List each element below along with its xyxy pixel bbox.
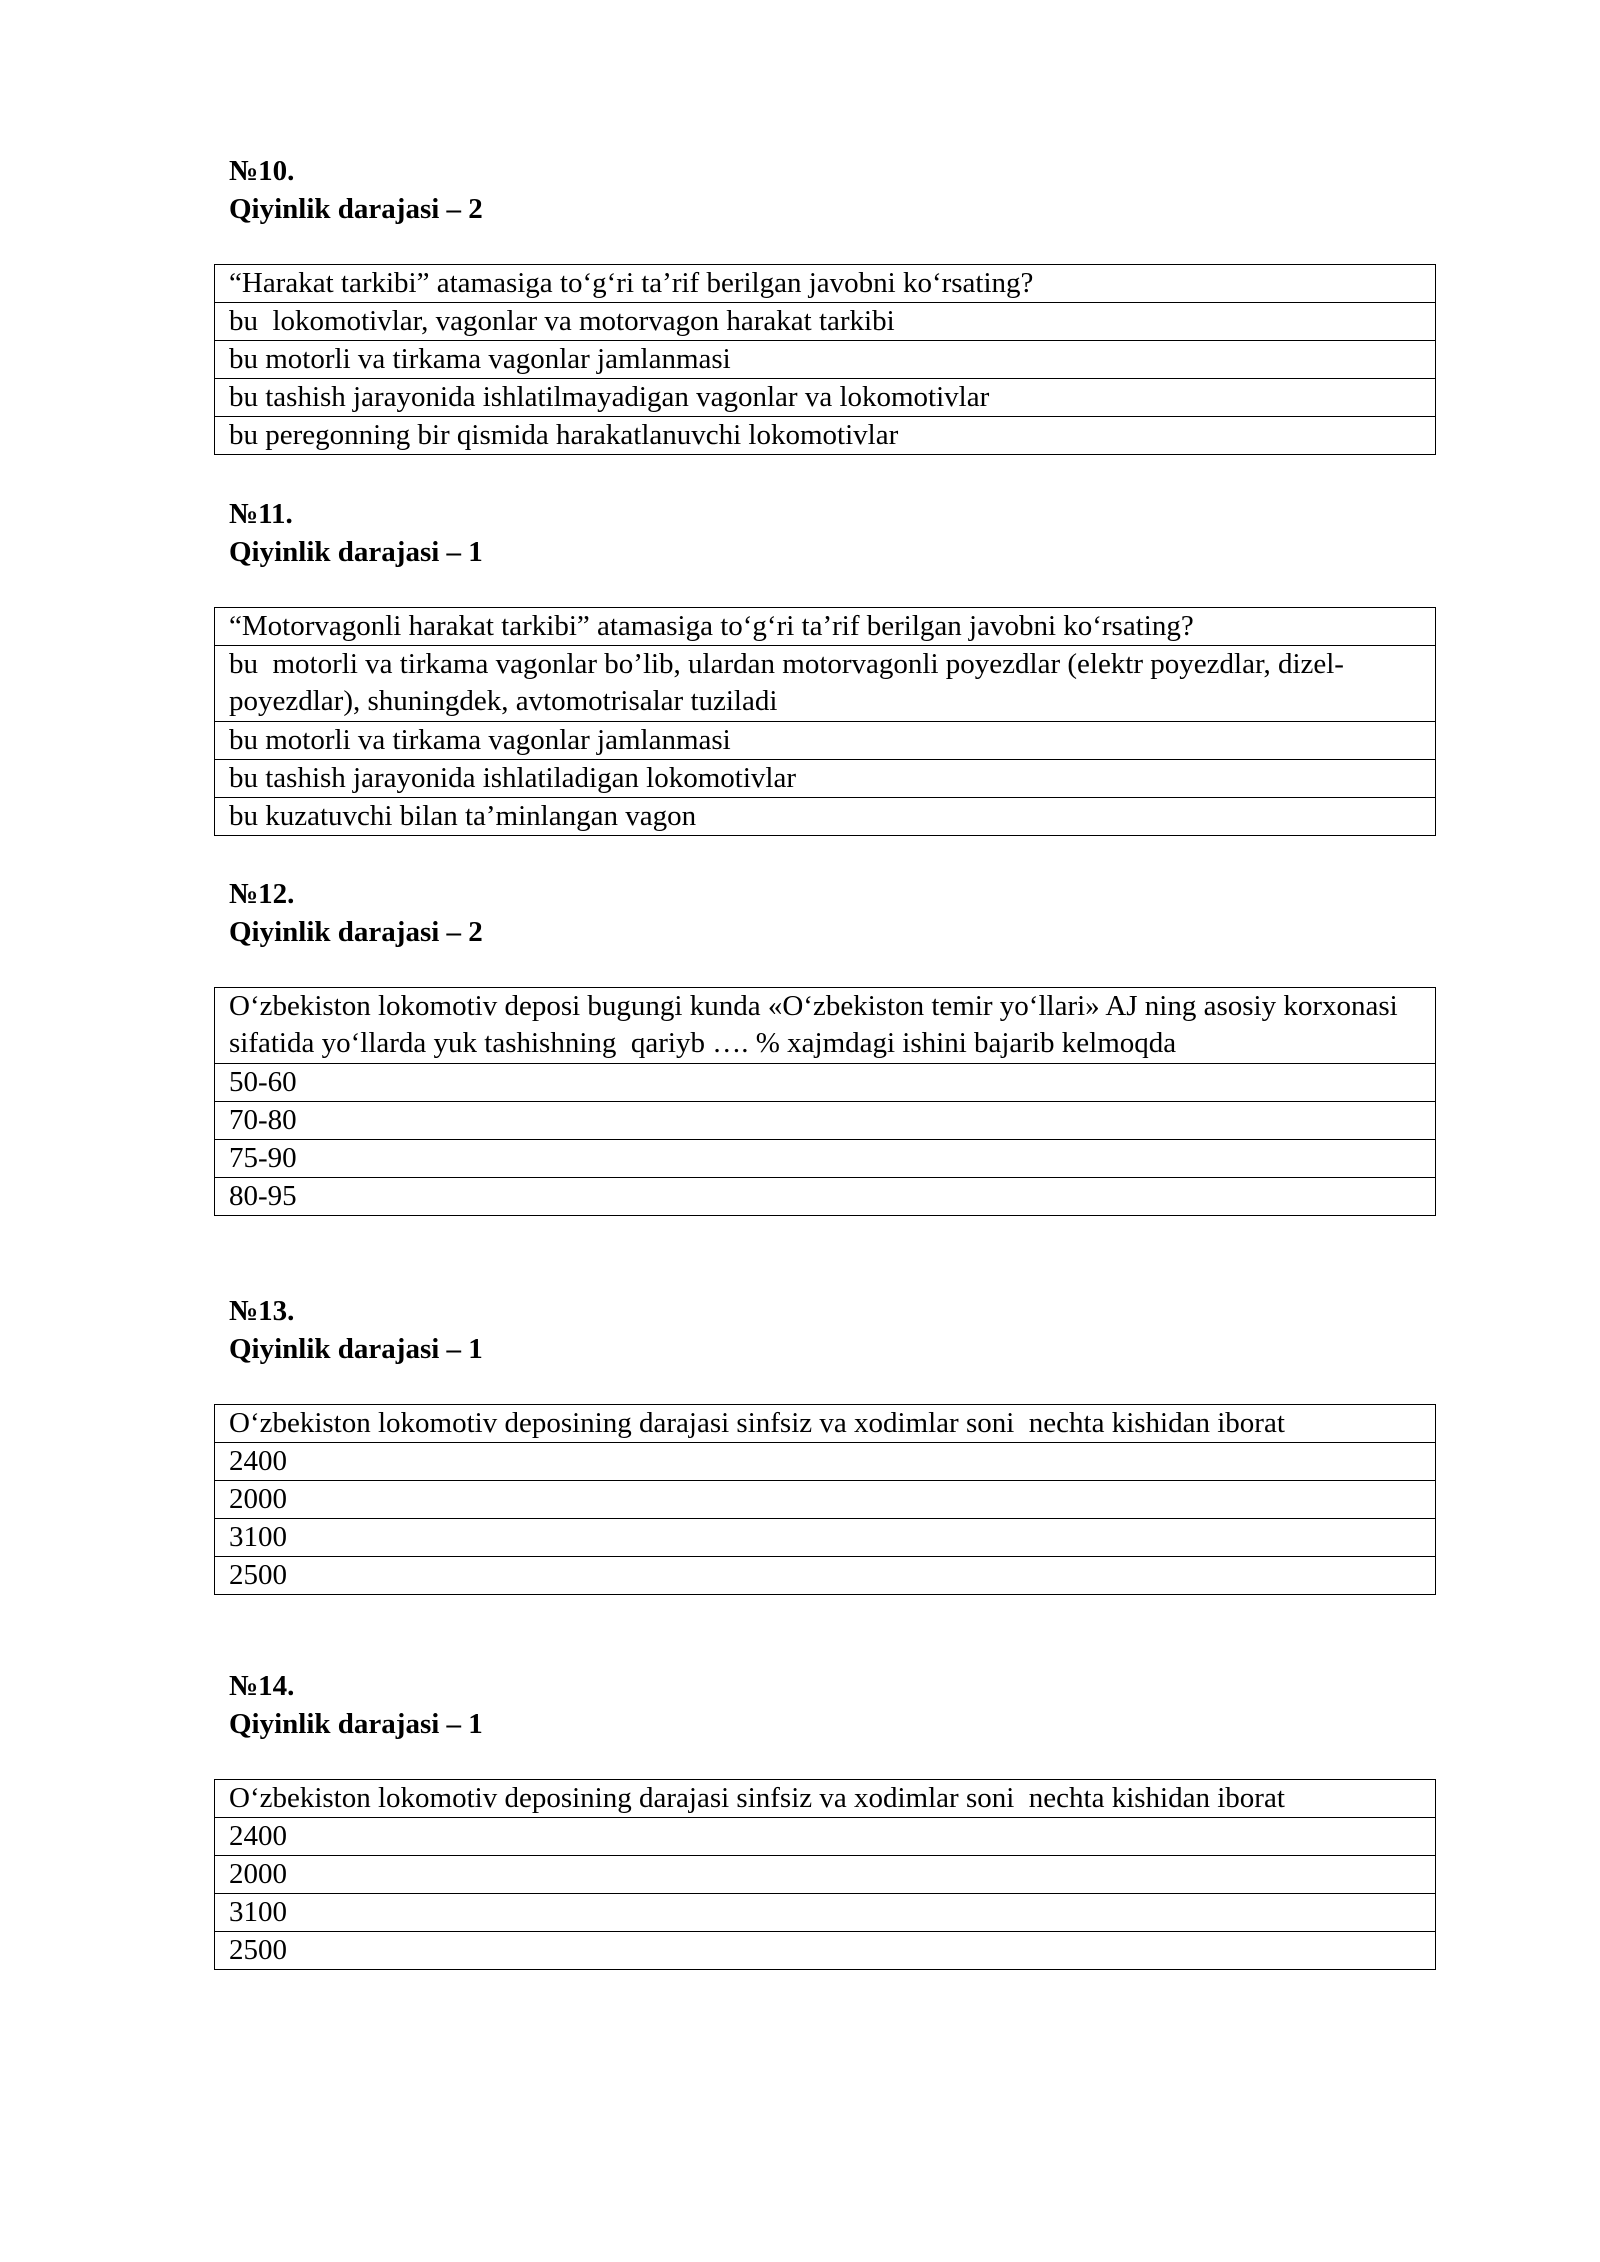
question-row — [215, 988, 1436, 1064]
option-row — [215, 379, 1436, 417]
answer-option: bu motorli va tirkama vagonlar jamlanmasi — [215, 722, 1436, 760]
question-text: “Harakat tarkibi” atamasiga to‘g‘ri ta’rif berilgan javobni ko‘rsating? — [215, 265, 1436, 303]
question-number: №14. — [229, 1670, 295, 1702]
answer-option: 3100 — [215, 1894, 1436, 1932]
question-row — [215, 265, 1436, 303]
question-table — [214, 1779, 1436, 1970]
question-table — [214, 607, 1436, 836]
question-number: №10. — [229, 155, 295, 187]
answer-option: 80-95 — [215, 1178, 1436, 1216]
option-row — [215, 1443, 1436, 1481]
option-row — [215, 341, 1436, 379]
question-number: №13. — [229, 1295, 295, 1327]
option-row — [215, 1894, 1436, 1932]
answer-option: bu tashish jarayonida ishlatiladigan lokomotivlar — [215, 760, 1436, 798]
option-row — [215, 1140, 1436, 1178]
option-row — [215, 1557, 1436, 1595]
answer-option: 2000 — [215, 1856, 1436, 1894]
difficulty-level: Qiyinlik darajasi – 2 — [229, 916, 483, 948]
answer-option: 2000 — [215, 1481, 1436, 1519]
answer-option: 50-60 — [215, 1064, 1436, 1102]
question-number: №11. — [229, 498, 293, 530]
answer-option: bu motorli va tirkama vagonlar bo’lib, ulardan motorvagonli poyezdlar (elektr poyezdlar, dizel-poyezdlar), shuningdek, avtomotrisalar tuziladi — [215, 646, 1436, 722]
answer-option: bu kuzatuvchi bilan ta’minlangan vagon — [215, 798, 1436, 836]
question-table — [214, 987, 1436, 1216]
option-row — [215, 1856, 1436, 1894]
question-row — [215, 1780, 1436, 1818]
option-row — [215, 798, 1436, 836]
difficulty-level: Qiyinlik darajasi – 1 — [229, 1708, 483, 1740]
difficulty-level: Qiyinlik darajasi – 2 — [229, 193, 483, 225]
option-row — [215, 1932, 1436, 1970]
answer-option: 75-90 — [215, 1140, 1436, 1178]
option-row — [215, 303, 1436, 341]
question-text: O‘zbekiston lokomotiv deposining darajasi sinfsiz va xodimlar soni nechta kishidan iborat — [215, 1405, 1436, 1443]
answer-option: bu lokomotivlar, vagonlar va motorvagon harakat tarkibi — [215, 303, 1436, 341]
option-row — [215, 1818, 1436, 1856]
answer-option: 70-80 — [215, 1102, 1436, 1140]
option-row — [215, 1519, 1436, 1557]
answer-option: 2500 — [215, 1932, 1436, 1970]
answer-option: bu motorli va tirkama vagonlar jamlanmasi — [215, 341, 1436, 379]
difficulty-level: Qiyinlik darajasi – 1 — [229, 1333, 483, 1365]
option-row — [215, 1481, 1436, 1519]
option-row — [215, 1102, 1436, 1140]
question-text: O‘zbekiston lokomotiv deposining darajasi sinfsiz va xodimlar soni nechta kishidan iborat — [215, 1780, 1436, 1818]
question-text: O‘zbekiston lokomotiv deposi bugungi kunda «O‘zbekiston temir yo‘llari» AJ ning asosiy korxonasi sifatida yo‘llarda yuk tashishning qariyb …. % xajmdagi ishini bajarib kelmoqda — [215, 988, 1436, 1064]
answer-option: bu peregonning bir qismida harakatlanuvchi lokomotivlar — [215, 417, 1436, 455]
option-row — [215, 646, 1436, 722]
question-table — [214, 264, 1436, 455]
answer-option: 3100 — [215, 1519, 1436, 1557]
option-row — [215, 417, 1436, 455]
option-row — [215, 760, 1436, 798]
answer-option: 2400 — [215, 1443, 1436, 1481]
question-row — [215, 1405, 1436, 1443]
option-row — [215, 1178, 1436, 1216]
answer-option: bu tashish jarayonida ishlatilmayadigan vagonlar va lokomotivlar — [215, 379, 1436, 417]
answer-option: 2400 — [215, 1818, 1436, 1856]
difficulty-level: Qiyinlik darajasi – 1 — [229, 536, 483, 568]
question-number: №12. — [229, 878, 295, 910]
option-row — [215, 722, 1436, 760]
answer-option: 2500 — [215, 1557, 1436, 1595]
question-text: “Motorvagonli harakat tarkibi” atamasiga to‘g‘ri ta’rif berilgan javobni ko‘rsating? — [215, 608, 1436, 646]
option-row — [215, 1064, 1436, 1102]
question-row — [215, 608, 1436, 646]
question-table — [214, 1404, 1436, 1595]
